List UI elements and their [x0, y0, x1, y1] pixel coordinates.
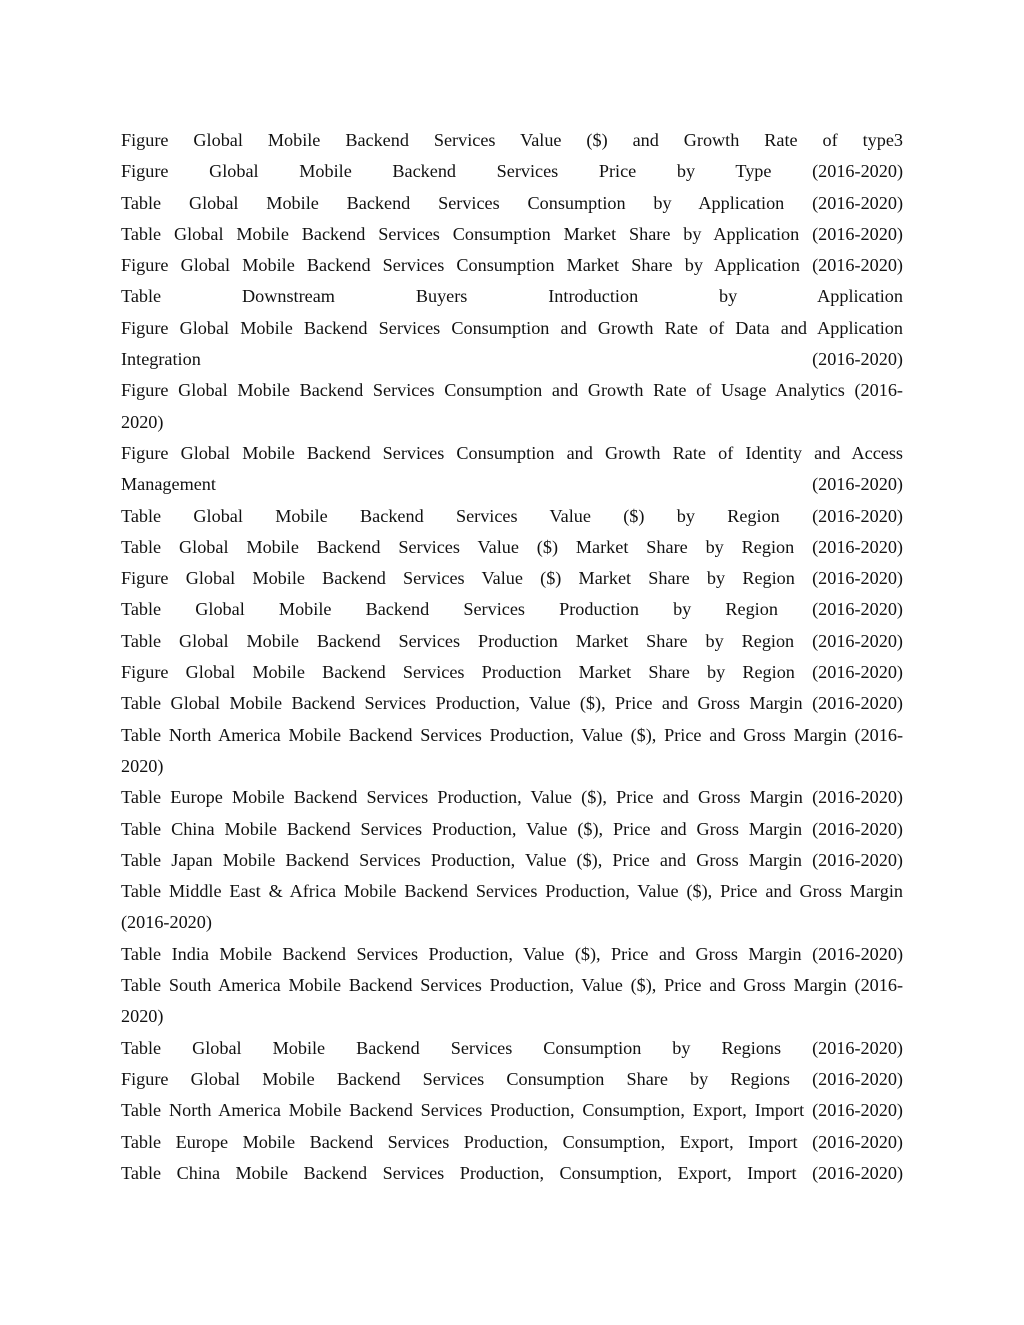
- list-item-continuation: 2020): [121, 411, 164, 432]
- list-item: Table China Mobile Backend Services Production, Consumption, Export, Import (2016-2020): [121, 1162, 903, 1183]
- list-item-continuation: 2020): [121, 755, 164, 776]
- list-item: Table Japan Mobile Backend Services Production, Value ($), Price and Gross Margin (2016-2020): [121, 849, 903, 870]
- list-item: Figure Global Mobile Backend Services Consumption Market Share by Application (2016-2020): [121, 255, 903, 276]
- list-item: Table North America Mobile Backend Services Production, Consumption, Export, Import (2016-2020): [121, 1100, 903, 1121]
- list-item: Table Global Mobile Backend Services Production, Value ($), Price and Gross Margin (2016-2020): [121, 693, 903, 714]
- list-item-continuation: Management (2016-2020): [121, 474, 903, 495]
- list-item: Table North America Mobile Backend Services Production, Value ($), Price and Gross Margin (2016-: [121, 724, 903, 745]
- list-item: Table Middle East & Africa Mobile Backend Services Production, Value ($), Price and Gross Margin: [121, 881, 903, 902]
- list-item-continuation: (2016-2020): [121, 912, 212, 933]
- list-item: Table Europe Mobile Backend Services Production, Consumption, Export, Import (2016-2020): [121, 1131, 903, 1152]
- list-item: Table India Mobile Backend Services Production, Value ($), Price and Gross Margin (2016-2020): [121, 943, 903, 964]
- list-item: Table Downstream Buyers Introduction by Application: [121, 286, 903, 307]
- list-item: Figure Global Mobile Backend Services Value ($) Market Share by Region (2016-2020): [121, 568, 903, 589]
- list-item-continuation: Integration (2016-2020): [121, 349, 903, 370]
- list-item: Figure Global Mobile Backend Services Consumption and Growth Rate of Usage Analytics (2016-: [121, 380, 903, 401]
- list-item: Table Global Mobile Backend Services Value ($) by Region (2016-2020): [121, 505, 903, 526]
- list-item: Table South America Mobile Backend Services Production, Value ($), Price and Gross Margin (2016-: [121, 975, 903, 996]
- list-item: Figure Global Mobile Backend Services Consumption Share by Regions (2016-2020): [121, 1068, 903, 1089]
- list-item: Table China Mobile Backend Services Production, Value ($), Price and Gross Margin (2016-2020): [121, 818, 903, 839]
- list-item: Figure Global Mobile Backend Services Consumption and Growth Rate of Data and Application: [121, 317, 903, 338]
- list-item-continuation: 2020): [121, 1006, 164, 1027]
- list-item: Table Global Mobile Backend Services Consumption by Regions (2016-2020): [121, 1037, 903, 1058]
- list-item: Table Europe Mobile Backend Services Production, Value ($), Price and Gross Margin (2016-2020): [121, 787, 903, 808]
- document-page: [121, 125, 903, 1189]
- list-item: Table Global Mobile Backend Services Value ($) Market Share by Region (2016-2020): [121, 536, 903, 557]
- list-item: Figure Global Mobile Backend Services Price by Type (2016-2020): [121, 161, 903, 182]
- list-item: Figure Global Mobile Backend Services Consumption and Growth Rate of Identity and Access: [121, 442, 903, 463]
- list-item: Table Global Mobile Backend Services Consumption Market Share by Application (2016-2020): [121, 223, 903, 244]
- list-item: Table Global Mobile Backend Services Consumption by Application (2016-2020): [121, 192, 903, 213]
- list-item: Table Global Mobile Backend Services Production by Region (2016-2020): [121, 599, 903, 620]
- list-item: Figure Global Mobile Backend Services Value ($) and Growth Rate of type3: [121, 130, 903, 150]
- list-item: Figure Global Mobile Backend Services Production Market Share by Region (2016-2020): [121, 662, 903, 683]
- list-item: Table Global Mobile Backend Services Production Market Share by Region (2016-2020): [121, 630, 903, 651]
